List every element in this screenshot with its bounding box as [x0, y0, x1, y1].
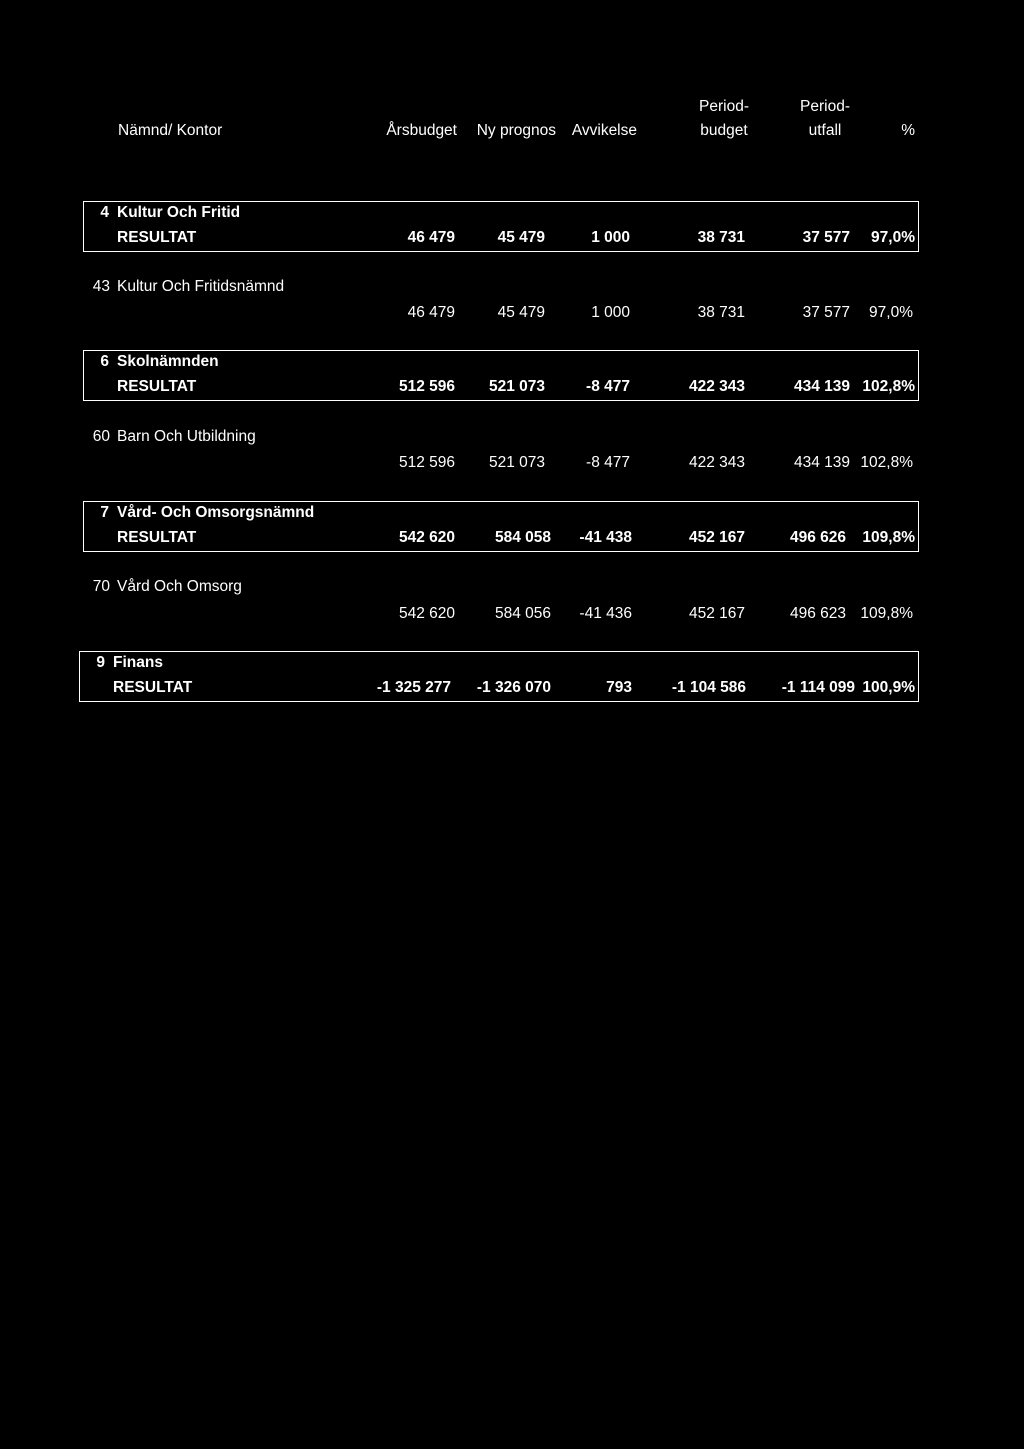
header-avvikelse: Avvikelse [571, 122, 637, 139]
value-ny-prognos: 45 479 [497, 304, 545, 321]
header-periodbudget-line2: budget [700, 122, 748, 139]
value-periodbudget: 38 731 [697, 304, 745, 321]
value-ny-prognos: 521 073 [488, 378, 545, 395]
value-avvikelse: 793 [606, 679, 632, 696]
value-avvikelse: -8 477 [586, 378, 630, 395]
office-number: 70 [92, 578, 110, 595]
value-periodbudget: 422 343 [688, 378, 745, 395]
value-avvikelse: 1 000 [591, 229, 630, 246]
office-name: Vård Och Omsorg [117, 578, 242, 595]
value-ny-prognos: 521 073 [488, 454, 545, 471]
value-arsbudget: 512 596 [398, 378, 455, 395]
value-periodbudget: 38 731 [697, 229, 745, 246]
value-arsbudget: 542 620 [398, 529, 455, 546]
group-name: Finans [113, 654, 163, 671]
value-percent: 97,0% [871, 229, 915, 246]
value-periodutfall: 37 577 [802, 229, 850, 246]
result-label: RESULTAT [117, 229, 197, 246]
value-percent: 102,8% [862, 378, 915, 395]
value-periodutfall: 496 626 [789, 529, 846, 546]
office-name: Kultur Och Fritidsnämnd [117, 278, 285, 295]
value-arsbudget: -1 325 277 [376, 679, 451, 696]
value-periodutfall: 37 577 [802, 304, 850, 321]
value-percent: 102,8% [860, 454, 913, 471]
value-avvikelse: -8 477 [586, 454, 630, 471]
value-periodbudget: -1 104 586 [671, 679, 746, 696]
value-avvikelse: 1 000 [591, 304, 630, 321]
value-arsbudget: 46 479 [407, 229, 455, 246]
group-number: 6 [100, 353, 109, 370]
value-arsbudget: 542 620 [398, 605, 455, 622]
value-ny-prognos: 45 479 [497, 229, 545, 246]
header-namnd-kontor: Nämnd/ Kontor [118, 122, 223, 139]
value-periodbudget: 452 167 [688, 605, 745, 622]
group-number: 4 [100, 204, 109, 221]
header-periodutfall-line1: Period- [800, 98, 850, 115]
value-percent: 109,8% [862, 529, 915, 546]
value-arsbudget: 512 596 [398, 454, 455, 471]
group-number: 7 [100, 504, 109, 521]
value-periodutfall: 496 623 [789, 605, 846, 622]
value-ny-prognos: 584 056 [494, 605, 551, 622]
value-arsbudget: 46 479 [407, 304, 455, 321]
header-percent: % [901, 122, 915, 139]
header-ny-prognos: Ny prognos [476, 122, 556, 139]
office-name: Barn Och Utbildning [117, 428, 256, 445]
value-periodbudget: 452 167 [688, 529, 745, 546]
value-percent: 109,8% [860, 605, 913, 622]
value-periodbudget: 422 343 [688, 454, 745, 471]
value-avvikelse: -41 438 [579, 529, 632, 546]
result-label: RESULTAT [113, 679, 193, 696]
header-periodbudget-line1: Period- [699, 98, 749, 115]
office-number: 43 [92, 278, 110, 295]
value-ny-prognos: -1 326 070 [476, 679, 551, 696]
value-avvikelse: -41 436 [579, 605, 632, 622]
value-periodutfall: 434 139 [793, 378, 850, 395]
header-arsbudget: Årsbudget [386, 122, 457, 139]
group-name: Kultur Och Fritid [117, 204, 241, 221]
value-periodutfall: -1 114 099 [781, 679, 855, 696]
value-periodutfall: 434 139 [793, 454, 850, 471]
value-ny-prognos: 584 058 [494, 529, 551, 546]
group-name: Skolnämnden [117, 353, 219, 370]
value-percent: 100,9% [862, 679, 915, 696]
group-name: Vård- Och Omsorgsnämnd [117, 504, 315, 521]
group-number: 9 [96, 654, 105, 671]
result-label: RESULTAT [117, 378, 197, 395]
header-periodutfall-line2: utfall [808, 122, 842, 139]
office-number: 60 [92, 428, 110, 445]
value-percent: 97,0% [869, 304, 913, 321]
result-label: RESULTAT [117, 529, 197, 546]
